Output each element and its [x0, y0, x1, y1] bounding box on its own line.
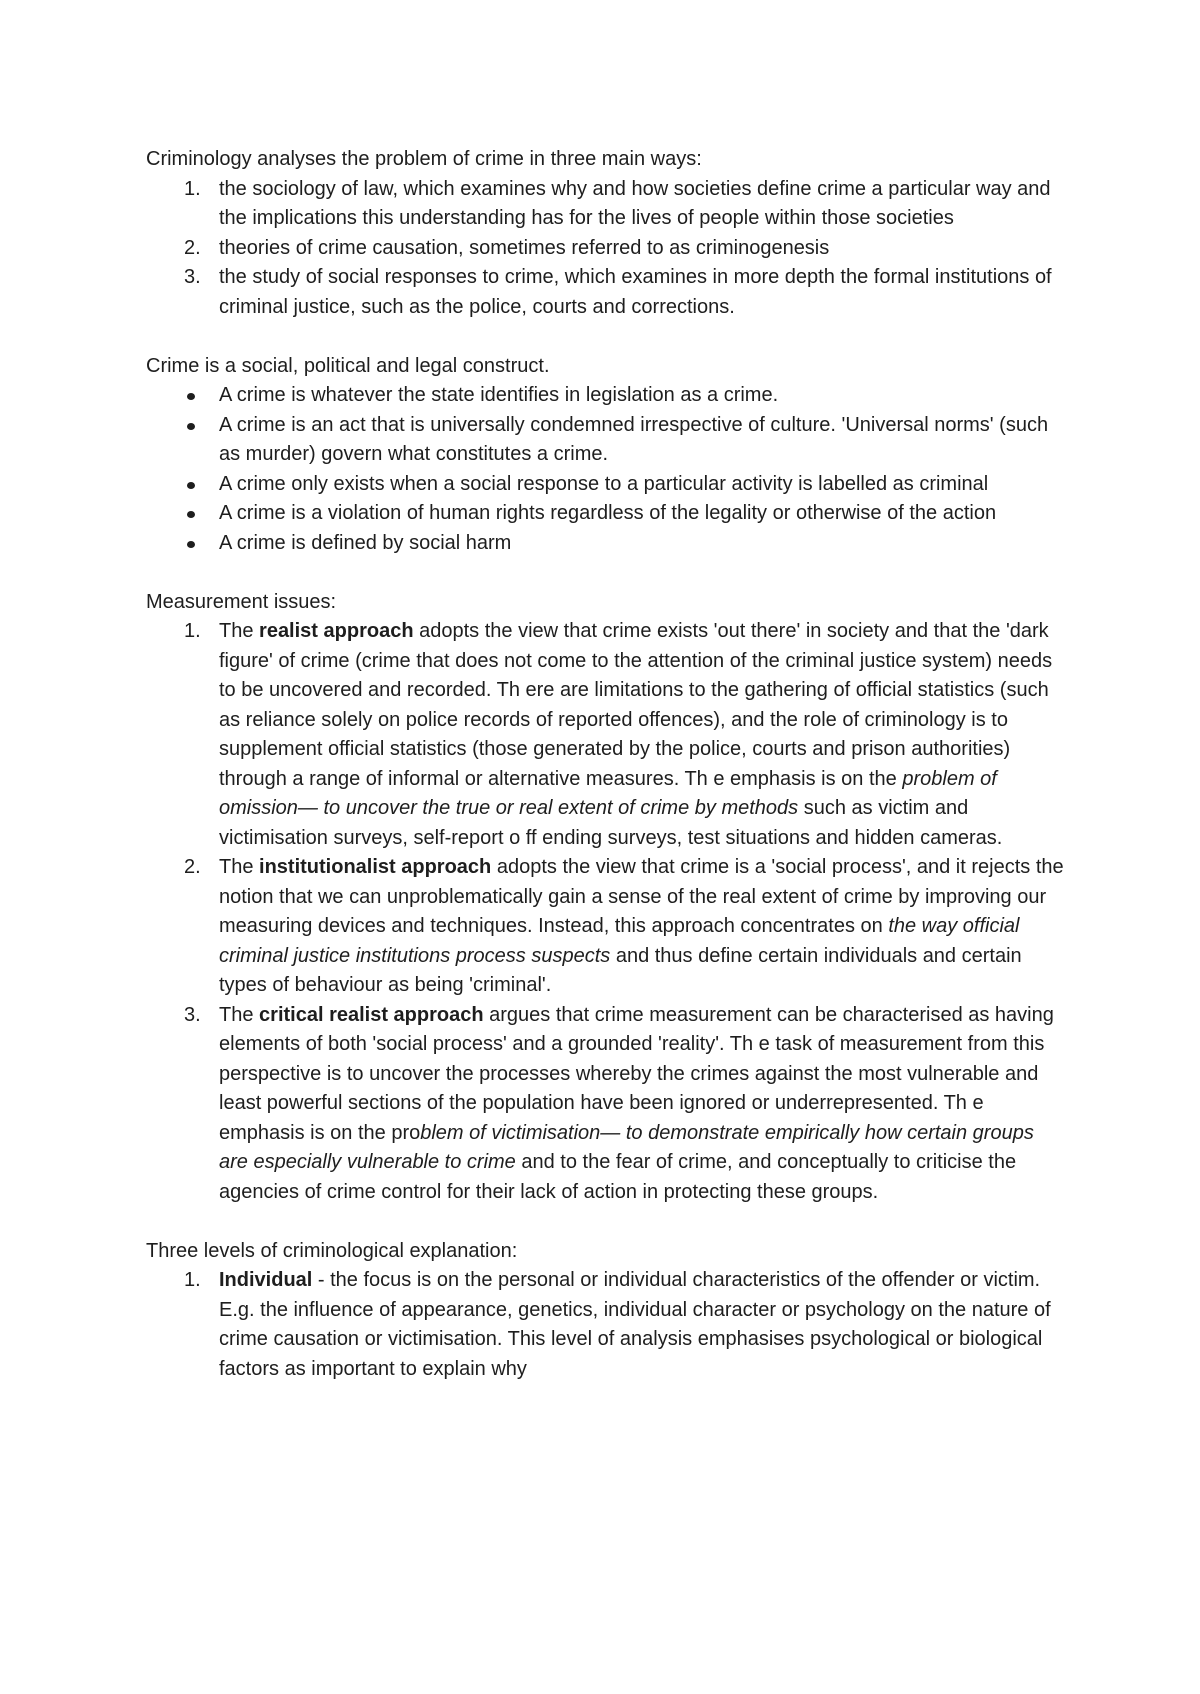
list-number: 3.: [184, 1003, 201, 1026]
list-number: 3.: [184, 266, 201, 288]
list-item: [146, 263, 1066, 322]
text-run: The: [219, 1003, 260, 1026]
list-item: [146, 499, 1066, 529]
list-item: [146, 853, 1066, 1001]
text-run: adopts the view that crime is a 'social process', and it rejects the notion that we can unproblematically gain a sense of the real extent of crime by improving our measuring devices and techniques. Instead, this approach concentrates on: [219, 856, 1064, 937]
list-item: [146, 470, 1066, 500]
list-number: 1.: [184, 1269, 201, 1291]
list-item-text: theories of crime causation, sometimes referred to as criminogenesis: [219, 236, 830, 259]
list-item-text: [219, 1004, 1054, 1203]
measurement-heading: Measurement issues:: [146, 590, 337, 613]
bullet-icon: [187, 423, 195, 430]
text-run: The: [219, 620, 260, 642]
emphasis-text: blem of victimisation— to demonstrate empirically how certain groups are especially vulnerable to crime: [219, 1121, 1034, 1173]
text-run: argues that crime measurement can be characterised as having elements of both 'social process' and a grounded 'reality'. Th e task of measurement from this perspective is to uncover the processes whereby the crimes against the most vulnerable and least powerful sections of the population have been ignored or underrepresented. Th e emphasis is on the pro: [219, 1003, 1054, 1144]
list-item-text: A crime is whatever the state identifies in legislation as a crime.: [219, 384, 779, 406]
list-item-text: the study of social responses to crime, which examines in more depth the formal institutions of criminal justice, such as the police, courts and corrections.: [219, 266, 1052, 318]
emphasis-text: the way official criminal justice institutions process suspects: [219, 915, 1020, 967]
list-item: [146, 529, 1066, 559]
list-item: [146, 381, 1066, 411]
term-institutionalist-approach: institutionalist approach: [259, 856, 492, 878]
term-critical-realist-approach: critical realist approach: [259, 1003, 484, 1026]
list-item: [146, 1266, 1066, 1384]
levels-list: [146, 1266, 1066, 1384]
list-item: [146, 175, 1066, 234]
paragraph-spacer: [146, 558, 1066, 588]
text-run: such as victim and victimisation surveys, self-report o ff ending surveys, test situations and hidden cameras.: [219, 797, 1003, 849]
list-item-text: [219, 856, 1064, 996]
list-item-text: A crime only exists when a social response to a particular activity is labelled as criminal: [219, 472, 989, 495]
list-item: [146, 234, 1066, 264]
list-item-text: [219, 1269, 1051, 1380]
paragraph-spacer: [146, 322, 1066, 352]
list-item-text: [219, 620, 1052, 849]
text-run: and thus define certain individuals and certain types of behaviour as being 'criminal'.: [219, 944, 1022, 996]
term-individual: Individual: [219, 1269, 313, 1291]
list-number: 1.: [184, 177, 201, 200]
list-item: [146, 617, 1066, 853]
list-number: 1.: [184, 620, 201, 642]
measurement-list: [146, 617, 1066, 1207]
term-realist-approach: realist approach: [259, 620, 414, 642]
analyses-list: [146, 175, 1066, 323]
bullet-icon: [187, 511, 195, 518]
document-body: [146, 145, 1066, 1384]
list-number: 2.: [184, 236, 201, 259]
construct-list: [146, 381, 1066, 558]
text-run: The: [219, 856, 260, 878]
bullet-icon: [187, 482, 195, 489]
list-item-text: A crime is an act that is universally condemned irrespective of culture. 'Universal norms' (such as murder) govern what constitutes a crime.: [219, 413, 1049, 465]
list-item-text: A crime is defined by social harm: [219, 531, 512, 554]
bullet-icon: [187, 393, 195, 400]
list-item: [146, 1001, 1066, 1208]
text-run: adopts the view that crime exists 'out there' in society and that the 'dark figure' of crime (crime that does not come to the attention of the criminal justice system) needs to be uncovered and recorded. Th ere are limitations to the gathering of official statistics (such as reliance solely on police records of reported offences), and the role of criminology is to supplement official statistics (those generated by the police, courts and prison authorities) through a range of informal or alternative measures. Th e emphasis is on the: [219, 620, 1053, 790]
emphasis-text: problem of omission— to uncover the true or real extent of crime by methods: [219, 767, 997, 819]
list-number: 2.: [184, 856, 201, 878]
text-run: and to the fear of crime, and conceptually to criticise the agencies of crime control for their lack of action in protecting these groups.: [219, 1151, 1017, 1203]
text-run: - the focus is on the personal or individual characteristics of the offender or victim. E.g. the influence of appearance, genetics, individual character or psychology on the nature of crime causation or victimisation. This level of analysis emphasises psychological or biological factors as important to explain why: [219, 1269, 1051, 1380]
list-item: [146, 411, 1066, 470]
list-item-text: A crime is a violation of human rights regardless of the legality or otherwise of the action: [219, 502, 997, 524]
levels-heading: Three levels of criminological explanation:: [146, 1239, 518, 1262]
paragraph-spacer: [146, 1207, 1066, 1237]
analyses-heading: Criminology analyses the problem of crime in three main ways:: [146, 148, 702, 170]
bullet-icon: [187, 541, 195, 548]
construct-heading: Crime is a social, political and legal construct.: [146, 354, 550, 377]
list-item-text: the sociology of law, which examines why and how societies define crime a particular way and the implications this understanding has for the lives of people within those societies: [219, 177, 1051, 229]
